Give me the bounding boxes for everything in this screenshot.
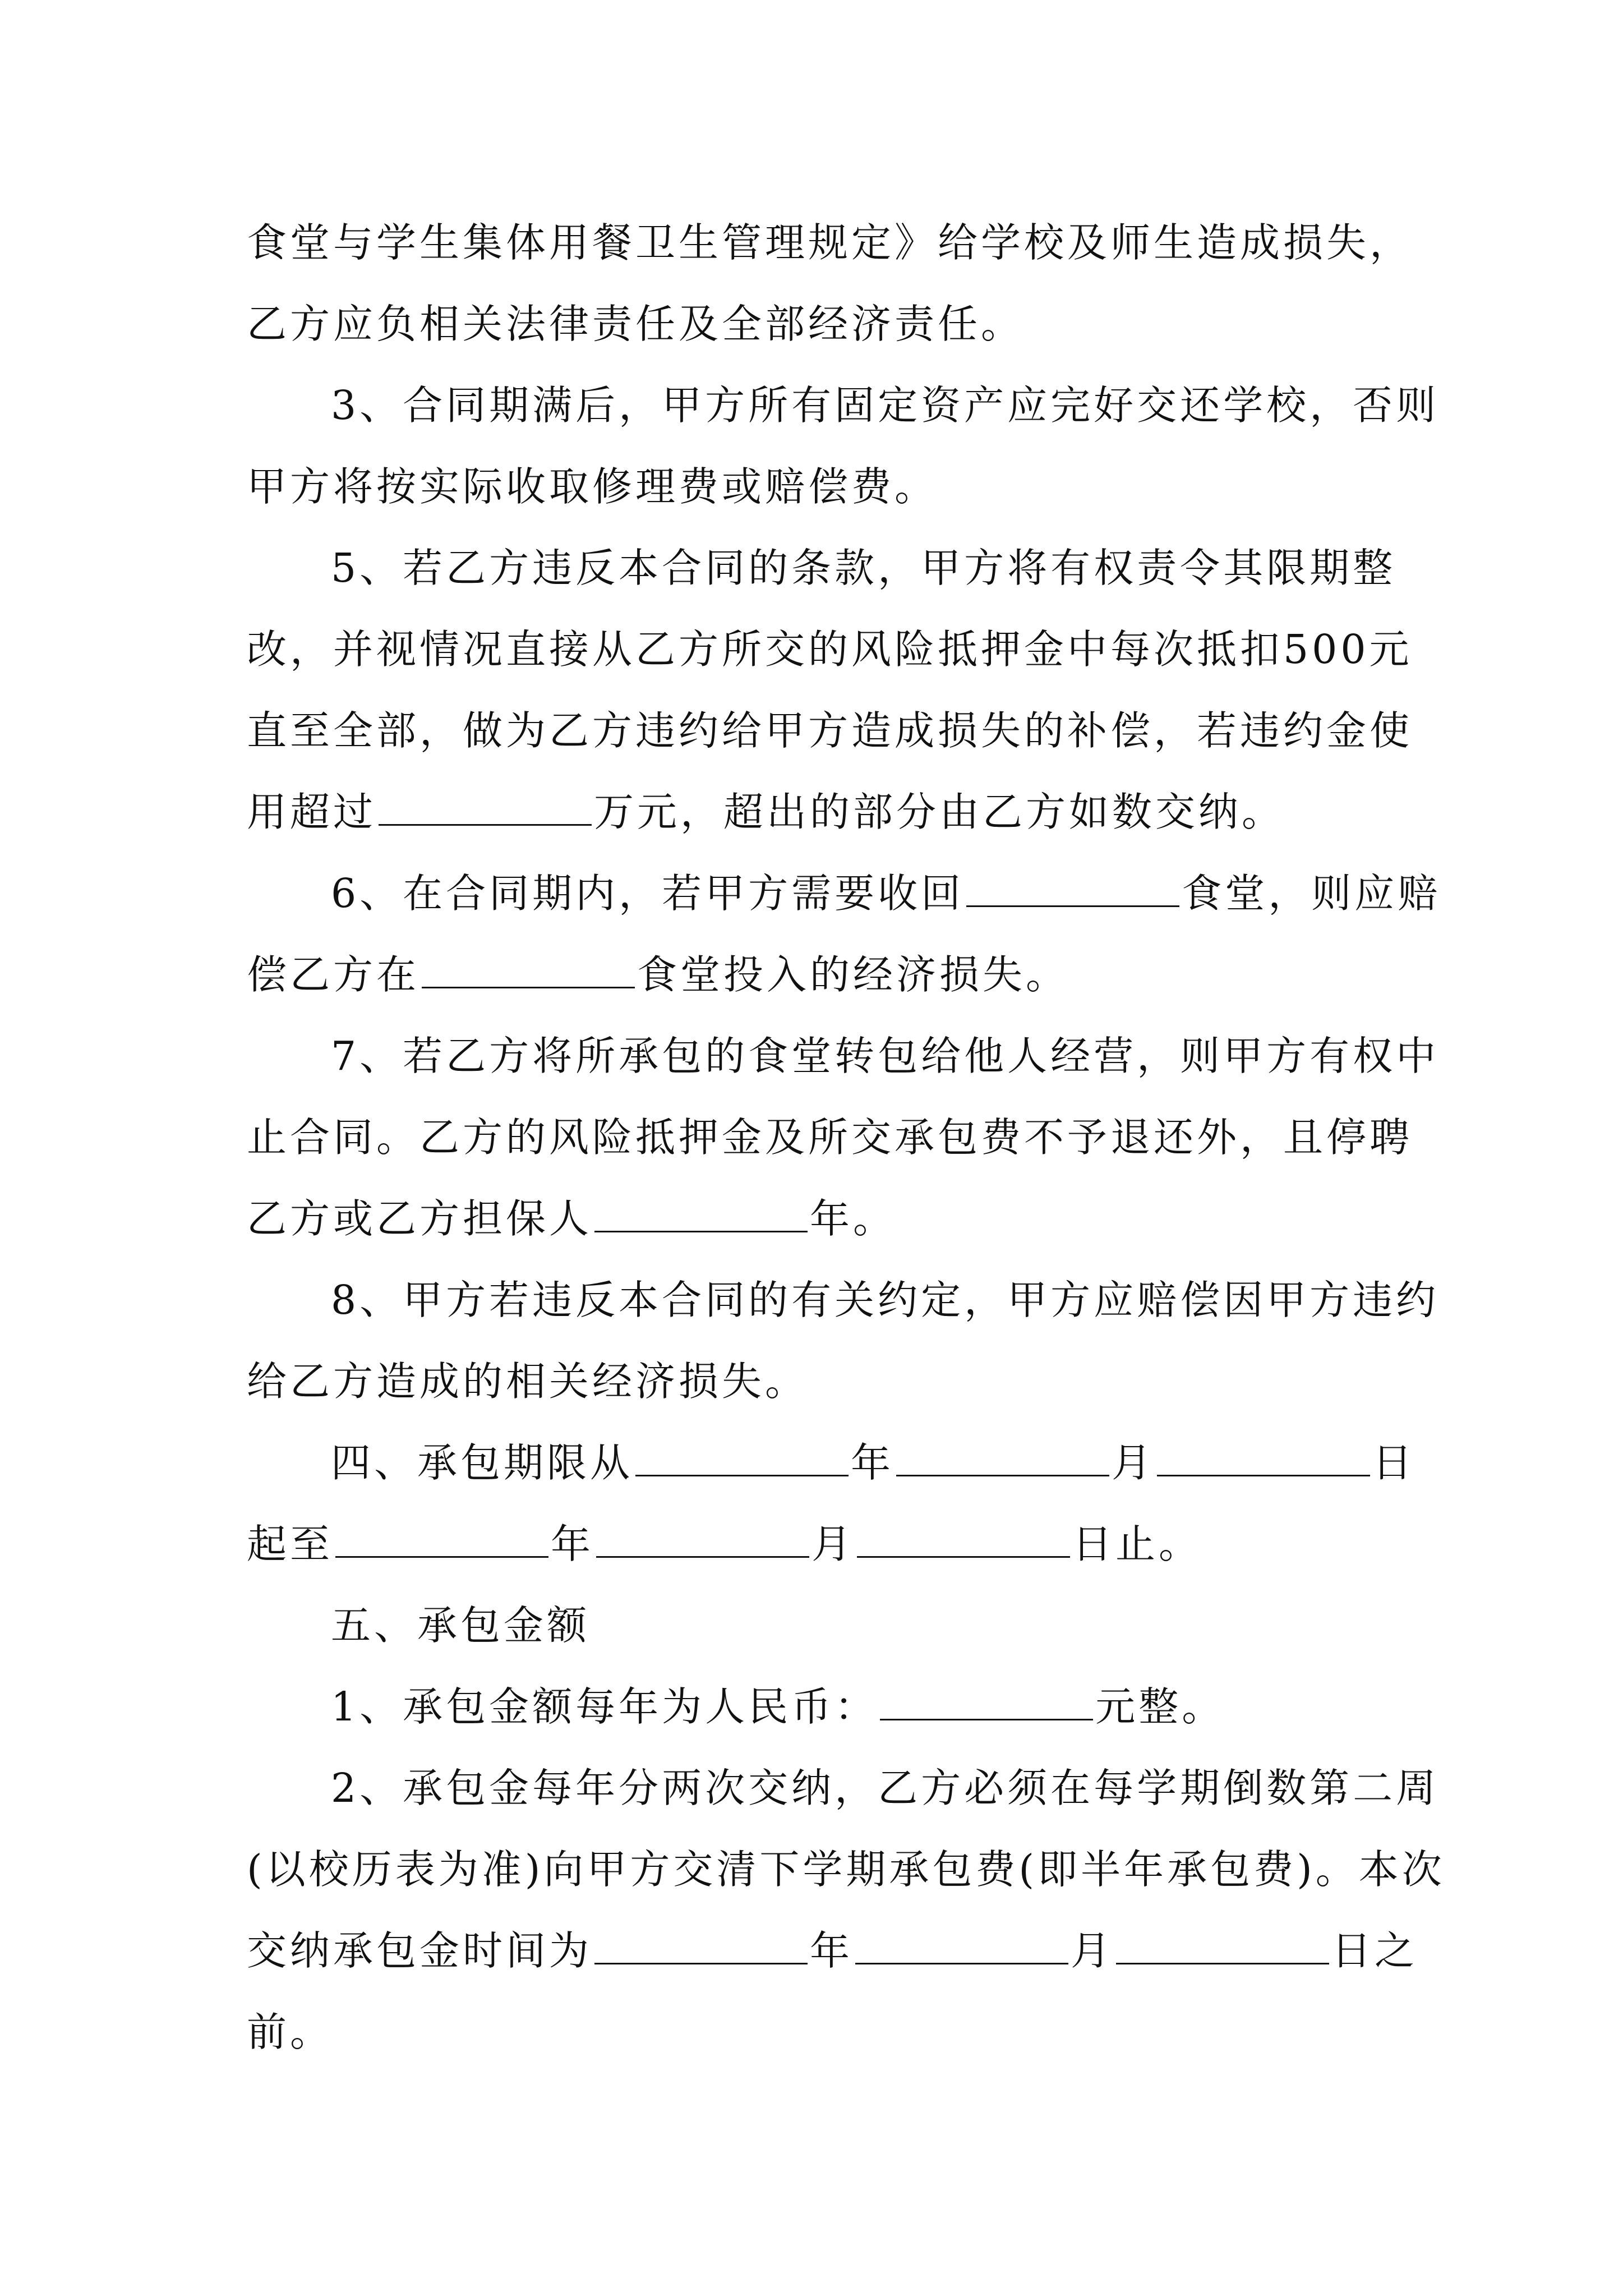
paragraph-text: 年 <box>551 1521 594 1567</box>
contract-paragraph <box>247 1585 1453 1666</box>
paragraph-text: 3、合同期满后，甲方所有固定资产应完好交还学校，否则甲方将按实际收取修理费或赔偿费。 <box>247 382 1440 510</box>
paragraph-text: 年。 <box>810 1195 897 1242</box>
fill-in-blank[interactable] <box>880 1685 1093 1720</box>
paragraph-text: 万元，超出的部分由乙方如数交纳。 <box>594 789 1285 835</box>
paragraph-text: 食堂与学生集体用餐卫生管理规定》给学校及师生造成损失，乙方应负相关法律责任及全部经济责任。 <box>247 219 1413 347</box>
paragraph-text: 8、甲方若违反本合同的有关约定，甲方应赔偿因甲方违约给乙方造成的相关经济损失。 <box>247 1277 1440 1405</box>
contract-paragraph <box>247 1422 1453 1585</box>
fill-in-blank[interactable] <box>966 872 1179 907</box>
fill-in-blank[interactable] <box>855 1929 1068 1964</box>
contract-paragraph <box>247 527 1453 853</box>
paragraph-text: 6、在合同期内，若甲方需要收回 <box>331 870 965 917</box>
paragraph-text: 2、承包金每年分两次交纳，乙方必须在每学期倒数第二周(以校历表为准)向甲方交清下学期承包费(即半年承包费)。本次交纳承包金时间为 <box>247 1765 1445 1974</box>
paragraph-text: 1、承包金额每年为人民币： <box>331 1683 878 1730</box>
fill-in-blank[interactable] <box>635 1441 849 1476</box>
fill-in-blank[interactable] <box>422 953 635 988</box>
paragraph-text: 元整。 <box>1095 1683 1225 1730</box>
fill-in-blank[interactable] <box>594 1197 808 1232</box>
contract-paragraph <box>247 1666 1453 1747</box>
paragraph-text: 食堂，则应赔偿乙方在 <box>247 870 1441 998</box>
paragraph-text: 日之前。 <box>247 1927 1418 2055</box>
contract-paragraph <box>247 853 1453 1015</box>
paragraph-text: 年 <box>810 1927 854 1974</box>
paragraph-text: 四、承包期限从 <box>331 1439 634 1486</box>
contract-paragraph <box>247 1015 1453 1259</box>
paragraph-text: 食堂投入的经济损失。 <box>637 951 1069 998</box>
paragraph-text: 5、若乙方违反本合同的条款，甲方将有权责令其限期整改，并视情况直接从乙方所交的风险抵押金中每次抵扣500元直至全部，做为乙方违约给甲方造成损失的补偿，若违约金使用超过 <box>247 545 1413 835</box>
fill-in-blank[interactable] <box>1157 1441 1370 1476</box>
paragraph-text: 月 <box>811 1521 855 1567</box>
paragraph-text: 月 <box>1112 1439 1155 1486</box>
paragraph-text: 日止。 <box>1072 1521 1202 1567</box>
fill-in-blank[interactable] <box>594 1929 808 1964</box>
contract-paragraph <box>247 202 1453 365</box>
paragraph-text: 日起至 <box>247 1439 1416 1567</box>
paragraph-text: 7、若乙方将所承包的食堂转包给他人经营，则甲方有权中止合同。乙方的风险抵押金及所交承包费不予退还外，且停聘乙方或乙方担保人 <box>247 1033 1440 1242</box>
paragraph-text: 月 <box>1071 1927 1114 1974</box>
contract-paragraph <box>247 1747 1453 2073</box>
fill-in-blank[interactable] <box>596 1522 809 1558</box>
contract-body <box>247 202 1453 2073</box>
fill-in-blank[interactable] <box>1116 1929 1329 1964</box>
paragraph-text: 五、承包金额 <box>331 1602 591 1649</box>
fill-in-blank[interactable] <box>896 1441 1109 1476</box>
paragraph-text: 年 <box>851 1439 895 1486</box>
fill-in-blank[interactable] <box>379 790 592 826</box>
contract-paragraph <box>247 365 1453 527</box>
fill-in-blank[interactable] <box>335 1522 548 1558</box>
fill-in-blank[interactable] <box>857 1522 1070 1558</box>
contract-paragraph <box>247 1259 1453 1422</box>
